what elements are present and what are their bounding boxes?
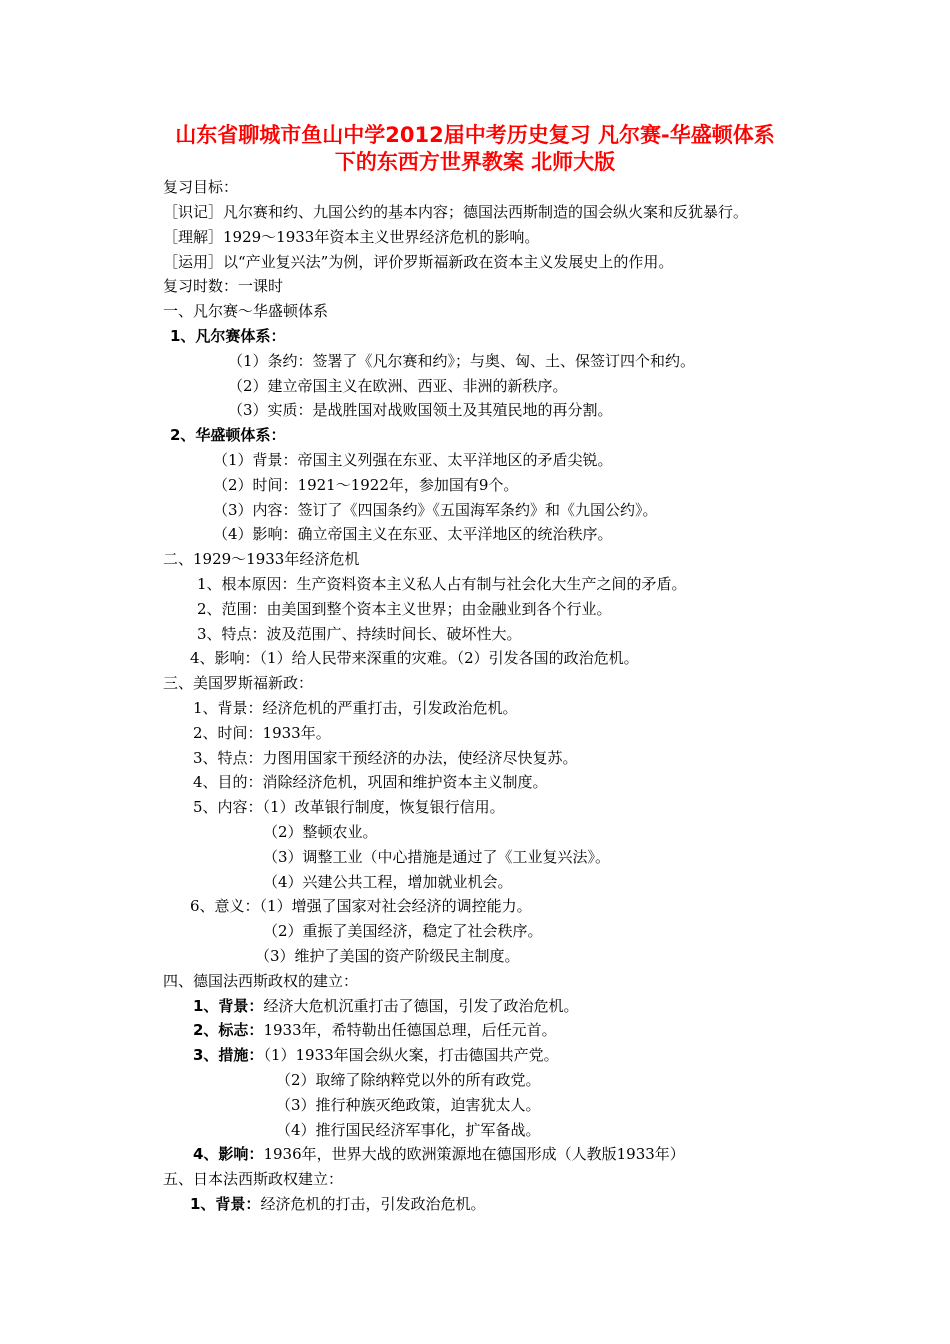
text-line: （3）实质：是战胜国对战败国领土及其殖民地的再分割。 [228,401,613,419]
text-line: 1、背景：经济大危机沉重打击了德国，引发了政治危机。 [193,997,579,1015]
text-line: （2）时间：1921～1922年，参加国有9个。 [213,476,519,494]
text-line: 3、特点：波及范围广、持续时间长、破坏性大。 [197,625,522,643]
text-line: 4、影响：1936年，世界大战的欧洲策源地在德国形成（人教版1933年） [193,1145,685,1163]
text-line: ［理解］1929～1933年资本主义世界经济危机的影响。 [163,228,540,246]
text-line: 1、背景：经济危机的严重打击，引发政治危机。 [193,699,518,717]
text-line: 2、时间：1933年。 [193,724,331,742]
subsection-heading: 1、凡尔赛体系： [170,327,286,345]
text-line: 3、措施：（1）1933年国会纵火案，打击德国共产党。 [193,1046,559,1064]
text-line: 2、范围：由美国到整个资本主义世界；由金融业到各个行业。 [197,600,612,618]
text-line: 2、标志：1933年，希特勒出任德国总理，后任元首。 [193,1021,557,1039]
text-line: 6、意义：（1）增强了国家对社会经济的调控能力。 [190,897,532,915]
text-line: ［识记］凡尔赛和约、九国公约的基本内容；德国法西斯制造的国会纵火案和反犹暴行。 [163,203,749,221]
document-title-line-1: 山东省聊城市鱼山中学2012届中考历史复习 凡尔赛-华盛顿体系 [175,123,775,147]
section-heading: 一、凡尔赛～华盛顿体系 [163,302,329,320]
text-line: （3）维护了美国的资产阶级民主制度。 [255,947,520,965]
section-heading: 五、日本法西斯政权建立： [163,1170,344,1188]
subsection-heading: 2、华盛顿体系： [170,426,286,444]
text-line: （1）背景：帝国主义列强在东亚、太平洋地区的矛盾尖锐。 [213,451,613,469]
text-line: ［运用］以“产业复兴法”为例，评价罗斯福新政在资本主义发展史上的作用。 [163,253,674,271]
text-line: （4）兴建公共工程，增加就业机会。 [263,873,513,891]
text-line: 5、内容：（1）改革银行制度，恢复银行信用。 [193,798,505,816]
text-line: （2）整顿农业。 [263,823,378,841]
section-heading: 二、1929～1933年经济危机 [163,550,360,568]
text-line: （4）影响：确立帝国主义在东亚、太平洋地区的统治秩序。 [213,525,613,543]
section-heading: 三、美国罗斯福新政： [163,674,314,692]
text-line: 3、特点：力图用国家干预经济的办法，使经济尽快复苏。 [193,749,578,767]
text-line: 1、根本原因：生产资料资本主义私人占有制与社会化大生产之间的矛盾。 [197,575,687,593]
text-line: （3）推行种族灭绝政策，迫害犹太人。 [276,1096,541,1114]
text-line: （2）重振了美国经济，稳定了社会秩序。 [263,922,543,940]
document-title-line-2: 下的东西方世界教案 北师大版 [334,150,616,174]
text-line: 复习时数：一课时 [163,277,284,295]
text-line: 4、影响：（1）给人民带来深重的灾难。（2）引发各国的政治危机。 [190,649,639,667]
text-line: （4）推行国民经济军事化，扩军备战。 [276,1121,541,1139]
text-line: 复习目标： [163,178,239,196]
text-line: （1）条约：签署了《凡尔赛和约》；与奥、匈、土、保签订四个和约。 [228,352,696,370]
text-line: （2）建立帝国主义在欧洲、西亚、非洲的新秩序。 [228,377,568,395]
section-heading: 四、德国法西斯政权的建立： [163,972,359,990]
text-line: 4、目的：消除经济危机，巩固和维护资本主义制度。 [193,773,548,791]
text-line: （3）调整工业（中心措施是通过了《工业复兴法》。 [263,848,611,866]
text-line: （3）内容：签订了《四国条约》《五国海军条约》和《九国公约》。 [213,501,658,519]
text-line: 1、背景：经济危机的打击，引发政治危机。 [190,1195,486,1213]
text-line: （2）取缔了除纳粹党以外的所有政党。 [276,1071,541,1089]
